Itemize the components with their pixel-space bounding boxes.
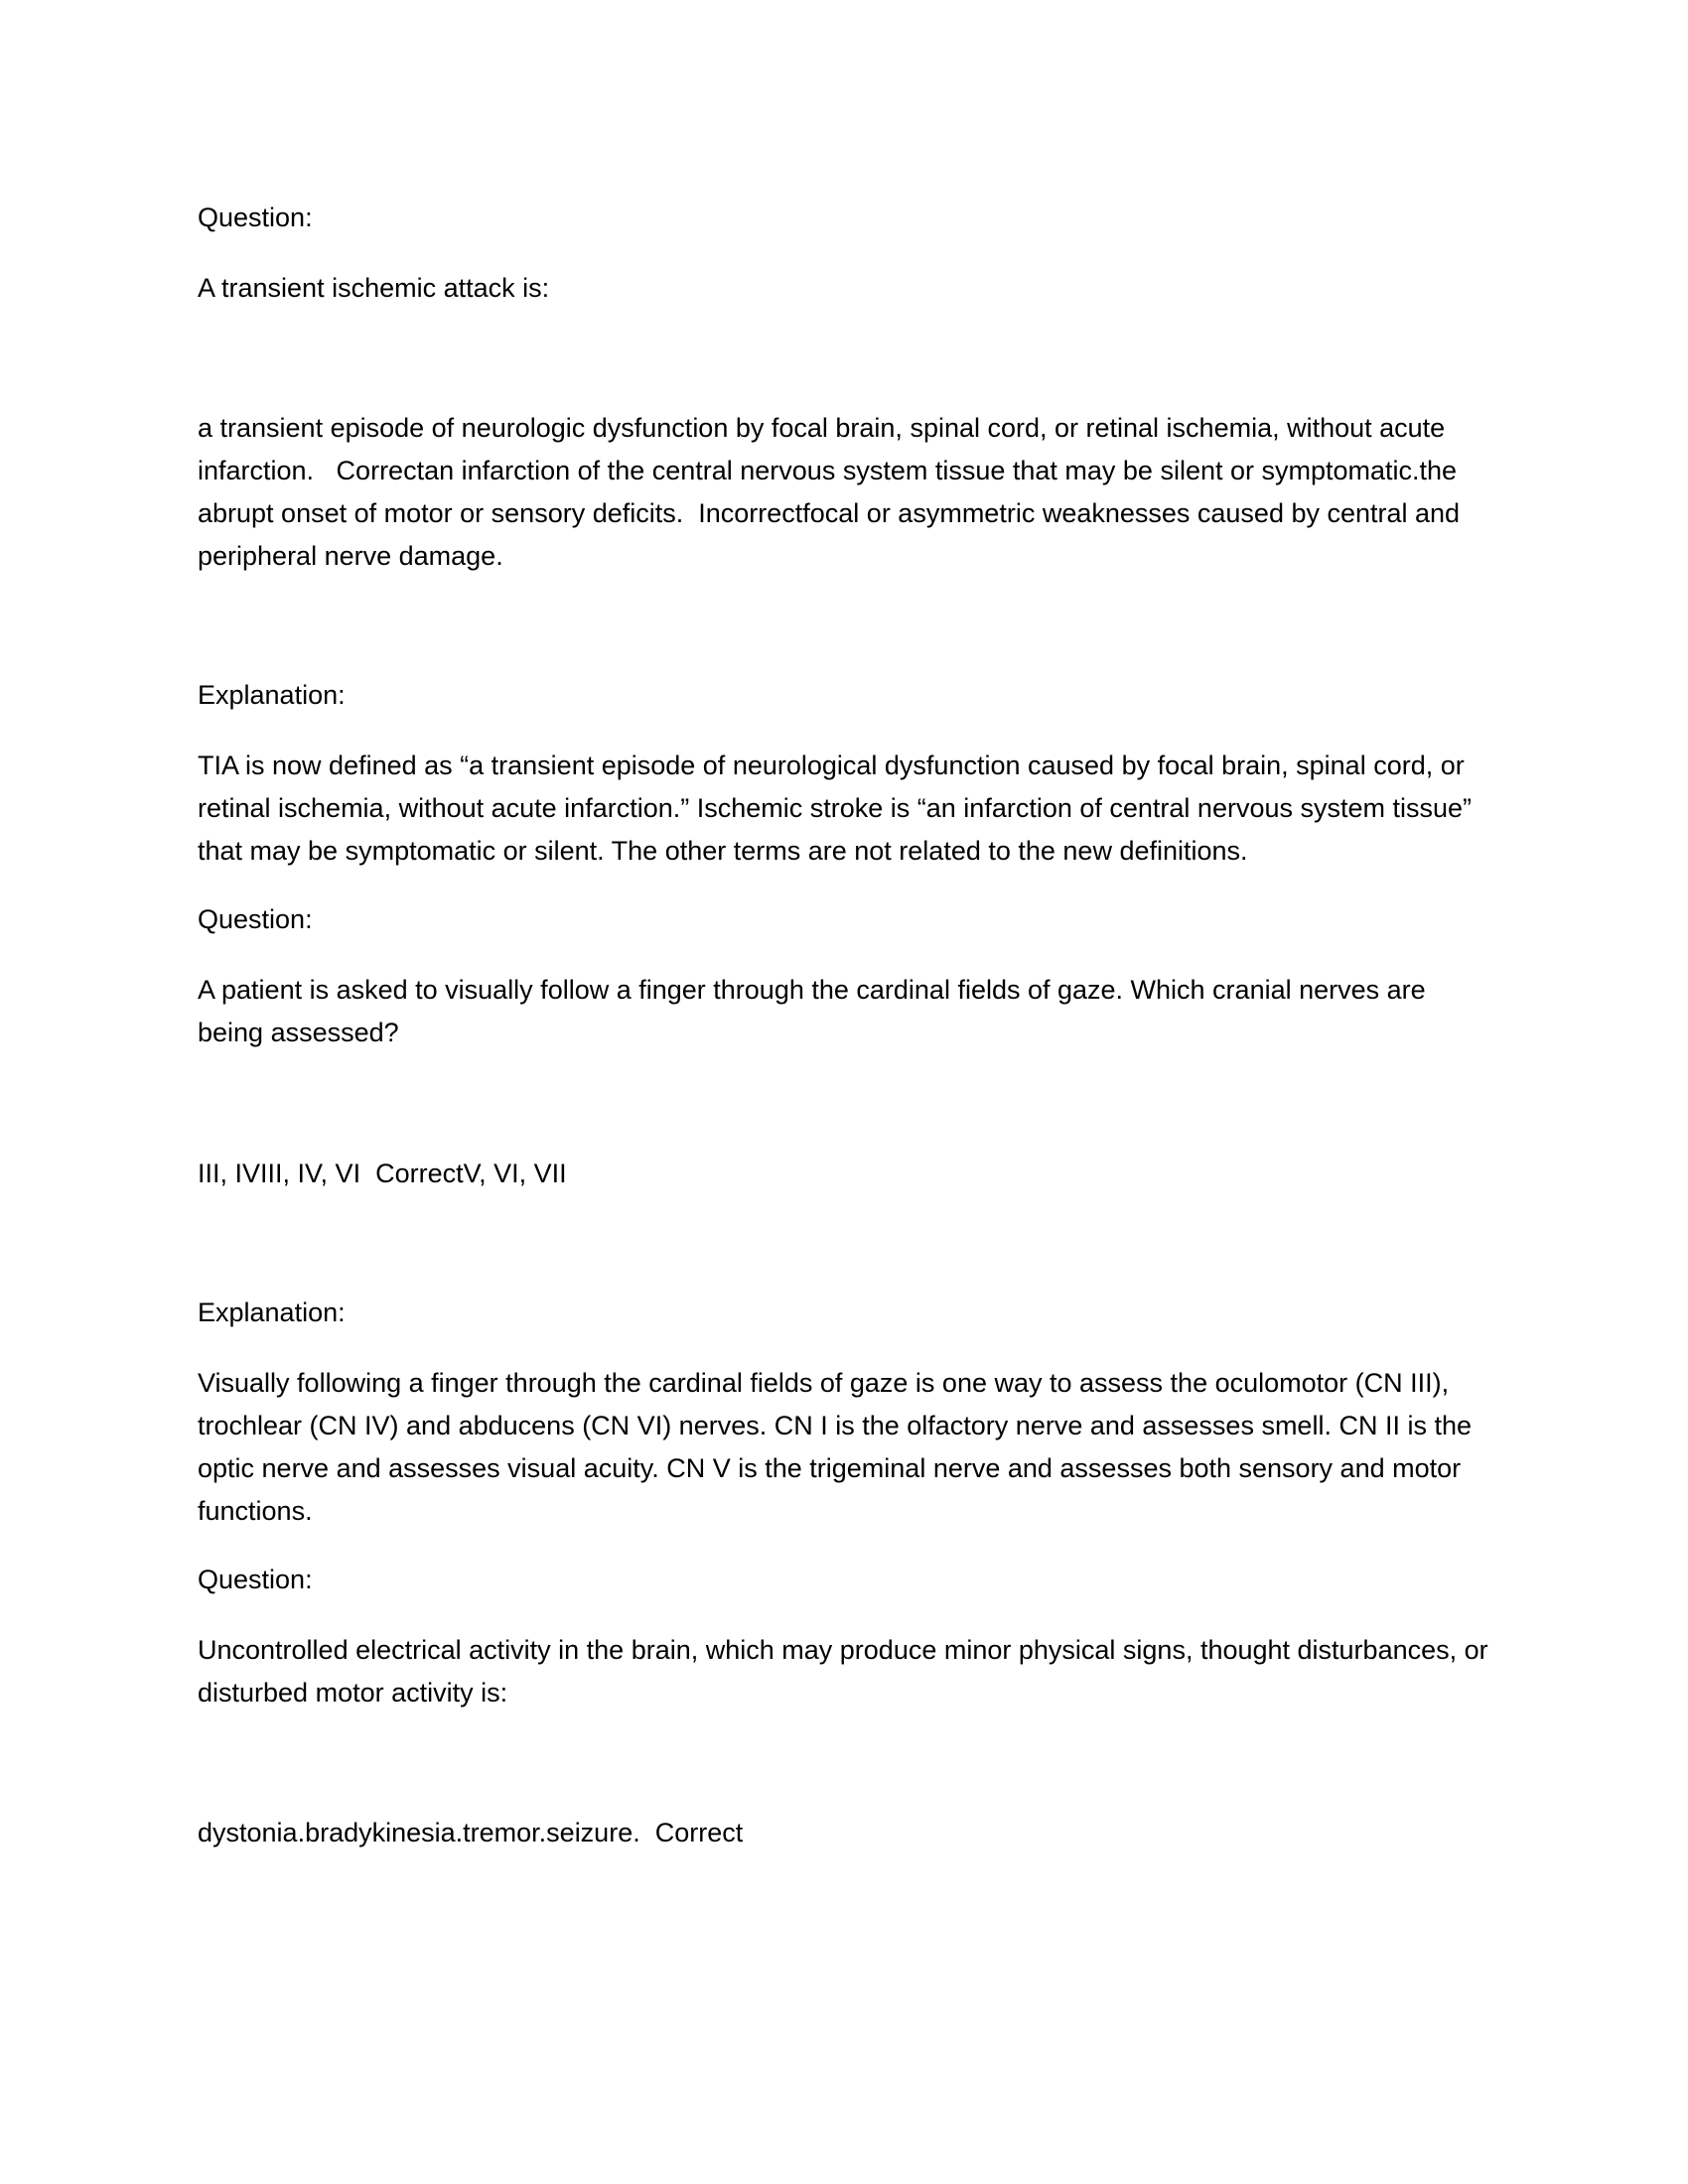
explanation-text: TIA is now defined as “a transient episode of neurological dysfunction caused by focal brain, spinal cord, or retinal ischemia, without acute infarction.” Ischemic stroke is “an infarction of central nervous system tissue” that may be symptomatic or silent. The other terms are not related to the new definitions. [198, 751, 1479, 866]
answer-options: dystonia.bradykinesia.tremor.seizure. Correct [198, 1818, 744, 1847]
question-text: A patient is asked to visually follow a finger through the cardinal fields of gaze. Which cranial nerves are being assessed? [198, 975, 1434, 1047]
question-text: A transient ischemic attack is: [198, 273, 550, 303]
explanation-label: Explanation: [198, 680, 346, 710]
answer-options: a transient episode of neurologic dysfunction by focal brain, spinal cord, or retinal ischemia, without acute infarction. Correctan infarction of the central nervous system tissue that may be silent or symptomatic.the abrupt onset of motor or sensory deficits. Incorrectfocal or asymmetric weaknesses caused by central and peripheral nerve damage. [198, 413, 1468, 571]
explanation-text: Visually following a finger through the cardinal fields of gaze is one way to assess the oculomotor (CN III), trochlear (CN IV) and abducens (CN VI) nerves. CN I is the olfactory nerve and assesses smell. CN II is the optic nerve and assesses visual acuity. CN V is the trigeminal nerve and assesses both sensory and motor functions. [198, 1368, 1479, 1526]
answer-options: III, IVIII, IV, VI CorrectV, VI, VII [198, 1159, 567, 1188]
question-label: Question: [198, 1565, 313, 1594]
question-label: Question: [198, 203, 313, 232]
question-label: Question: [198, 904, 313, 934]
question-text: Uncontrolled electrical activity in the brain, which may produce minor physical signs, thought disturbances, or disturbed motor activity is: [198, 1635, 1496, 1707]
explanation-label: Explanation: [198, 1297, 346, 1327]
